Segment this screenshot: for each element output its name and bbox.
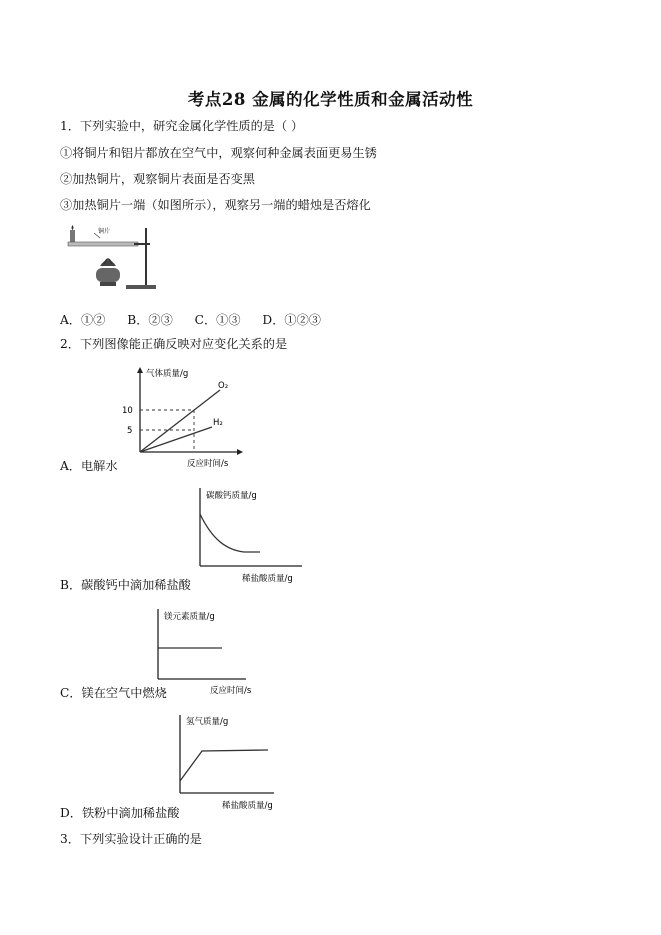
graph-d-iron-acid: [170, 711, 290, 811]
q1-item-1: ①将铜片和铝片都放在空气中，观察何种金属表面更易生锈: [60, 146, 377, 160]
graph-a-tick-5: 5: [127, 426, 133, 436]
q2-b-caption: B．碳酸钙中滴加稀盐酸: [60, 578, 191, 592]
graph-b-ylabel: 碳酸钙质量/g: [206, 491, 257, 501]
copper-heating-apparatus-figure: [60, 224, 165, 294]
copper-sheet: [68, 242, 138, 246]
q1-options: [60, 312, 339, 328]
h2-label: H₂: [213, 418, 223, 428]
q1-stem: 1．下列实验中，研究金属化学性质的是（ ）: [60, 119, 304, 133]
page-title: 考点28 金属的化学性质和金属活动性: [187, 90, 474, 109]
graph-a-tick-10: 10: [122, 406, 133, 416]
graph-a-xlabel: 反应时间/s: [187, 459, 229, 469]
q2-d-caption: D．铁粉中滴加稀盐酸: [60, 806, 180, 820]
graph-d-curve: [180, 750, 268, 781]
graph-c-ylabel: 镁元素质量/g: [164, 612, 215, 622]
q2-stem: 2．下列图像能正确反映对应变化关系的是: [60, 337, 288, 351]
q1-option-d: D．①②③: [262, 313, 321, 327]
graph-d-xlabel: 稀盐酸质量/g: [222, 801, 273, 811]
graph-b-calcium-carbonate: [192, 484, 312, 584]
q1-item-3: ③加热铜片一端（如图所示），观察另一端的蜡烛是否熔化: [60, 198, 371, 212]
copper-sheet-label: 铜片: [98, 228, 111, 235]
o2-line: [140, 390, 220, 452]
q2-c-caption: C．镁在空气中燃烧: [60, 686, 167, 700]
h2-line: [140, 427, 212, 452]
alcohol-lamp-icon: [96, 268, 120, 282]
graph-a-electrolysis: [118, 362, 268, 470]
o2-label: O₂: [218, 381, 229, 391]
q3-stem: 3．下列实验设计正确的是: [60, 832, 202, 846]
q1-option-a: A．①②: [60, 313, 106, 327]
graph-b-xlabel: 稀盐酸质量/g: [242, 574, 293, 584]
q2-a-caption: A．电解水: [60, 459, 118, 473]
graph-b-curve: [200, 514, 260, 552]
graph-a-ylabel: 气体质量/g: [146, 369, 189, 379]
q1-item-2: ②加热铜片，观察铜片表面是否变黑: [60, 172, 255, 186]
q1-option-b: B．②③: [127, 313, 173, 327]
candle-icon: [70, 230, 75, 242]
q1-option-c: C．①③: [194, 313, 241, 327]
graph-c-xlabel: 反应时间/s: [210, 686, 252, 696]
graph-c-magnesium-burning: [150, 607, 270, 697]
graph-d-ylabel: 氢气质量/g: [186, 717, 229, 727]
